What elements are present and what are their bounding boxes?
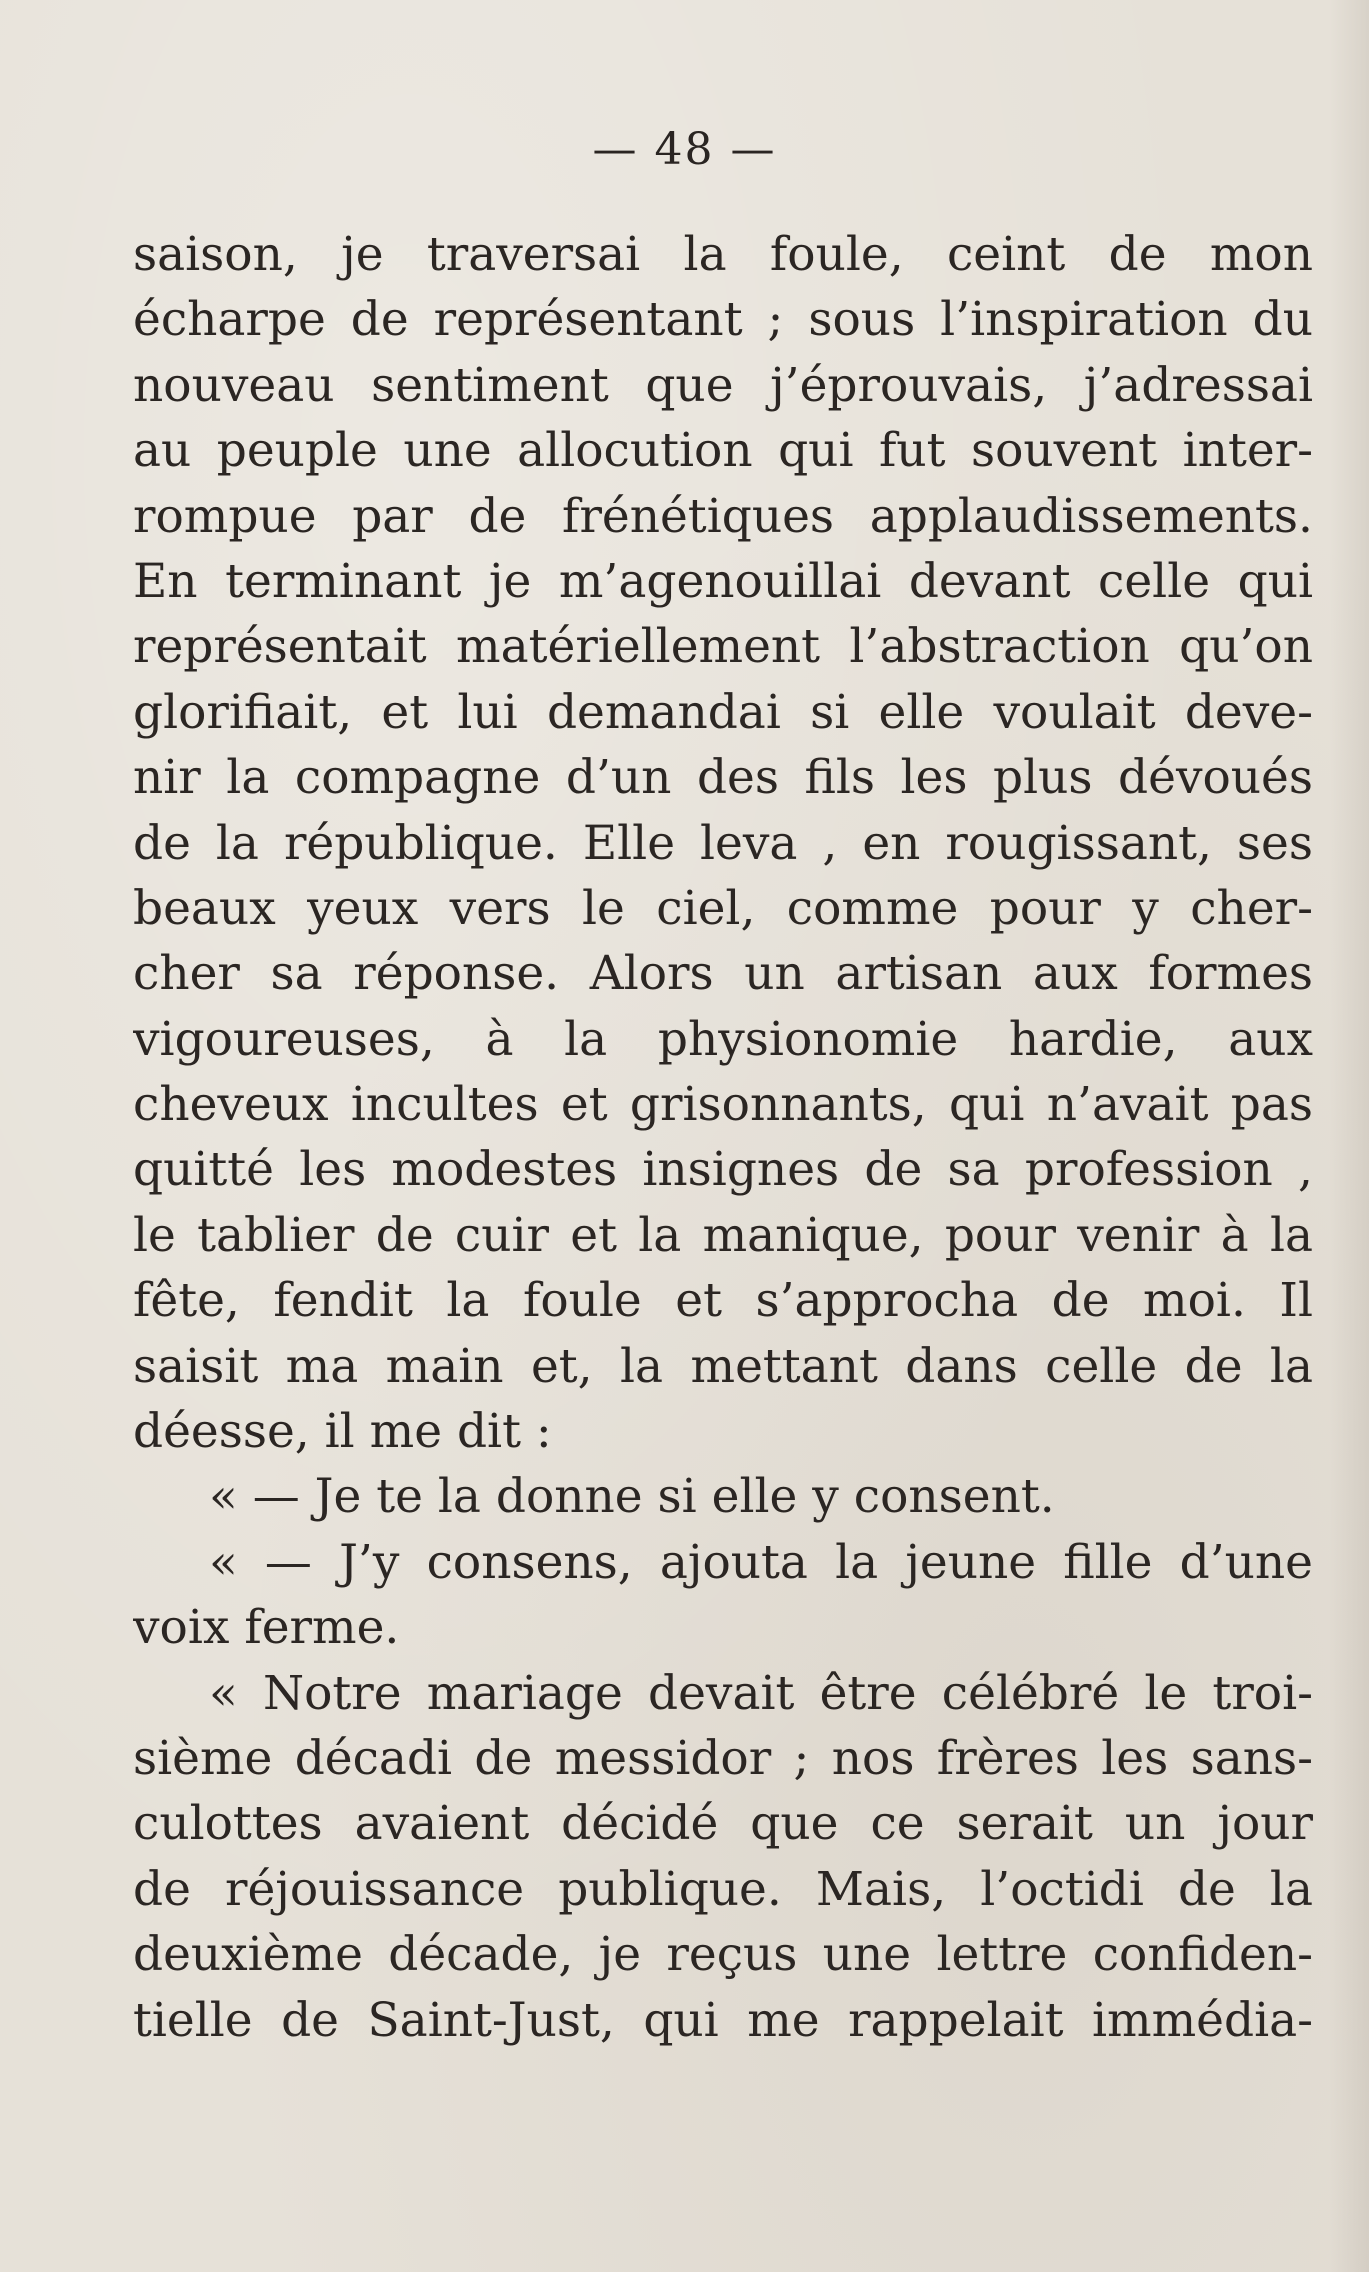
text-line: tielle de Saint-Just, qui me rappelait immédia- xyxy=(133,1992,1313,2048)
page-edge-shadow xyxy=(1329,0,1369,2272)
text-line: voix ferme. xyxy=(133,1600,400,1656)
body-text xyxy=(133,222,1313,2053)
dialogue-line: « — J’y consens, ajouta la jeune fille d’une xyxy=(209,1534,1313,1590)
text-line: saisit ma main et, la mettant dans celle de la xyxy=(133,1338,1313,1394)
text-line: vigoureuses, à la physionomie hardie, aux xyxy=(133,1011,1313,1067)
text-line: déesse, il me dit : xyxy=(133,1404,552,1460)
text-line: cher sa réponse. Alors un artisan aux formes xyxy=(133,946,1313,1002)
text-line: En terminant je m’agenouillai devant celle qui xyxy=(133,553,1313,609)
paragraph-start-line: « Notre mariage devait être célébré le troi- xyxy=(209,1665,1313,1721)
page-number: — 48 — xyxy=(592,124,777,175)
text-line: de la république. Elle leva , en rougissant, ses xyxy=(133,815,1313,871)
text-line: culottes avaient décidé que ce serait un jour xyxy=(133,1796,1313,1852)
text-line: beaux yeux vers le ciel, comme pour y cher- xyxy=(133,880,1313,936)
text-line: quitté les modestes insignes de sa profession , xyxy=(133,1142,1313,1198)
text-line: deuxième décade, je reçus une lettre confiden- xyxy=(133,1927,1313,1983)
text-line: rompue par de frénétiques applaudissements. xyxy=(133,488,1313,544)
text-line: le tablier de cuir et la manique, pour venir à la xyxy=(133,1207,1313,1263)
text-line: écharpe de représentant ; sous l’inspiration du xyxy=(133,292,1313,348)
text-line: glorifiait, et lui demandai si elle voulait deve- xyxy=(133,684,1313,740)
text-line: fête, fendit la foule et s’approcha de moi. Il xyxy=(133,1273,1313,1329)
text-line: sième décadi de messidor ; nos frères les sans- xyxy=(133,1730,1313,1786)
text-line: représentait matériellement l’abstraction qu’on xyxy=(133,619,1313,675)
text-line: au peuple une allocution qui fut souvent inter- xyxy=(133,423,1313,479)
text-line: nouveau sentiment que j’éprouvais, j’adressai xyxy=(133,357,1313,413)
text-line: cheveux incultes et grisonnants, qui n’avait pas xyxy=(133,1077,1313,1133)
text-line: de réjouissance publique. Mais, l’octidi de la xyxy=(133,1861,1313,1917)
text-line: nir la compagne d’un des fils les plus dévoués xyxy=(133,750,1313,806)
dialogue-line: « — Je te la donne si elle y consent. xyxy=(209,1469,1055,1525)
text-line: saison, je traversai la foule, ceint de mon xyxy=(133,227,1313,282)
